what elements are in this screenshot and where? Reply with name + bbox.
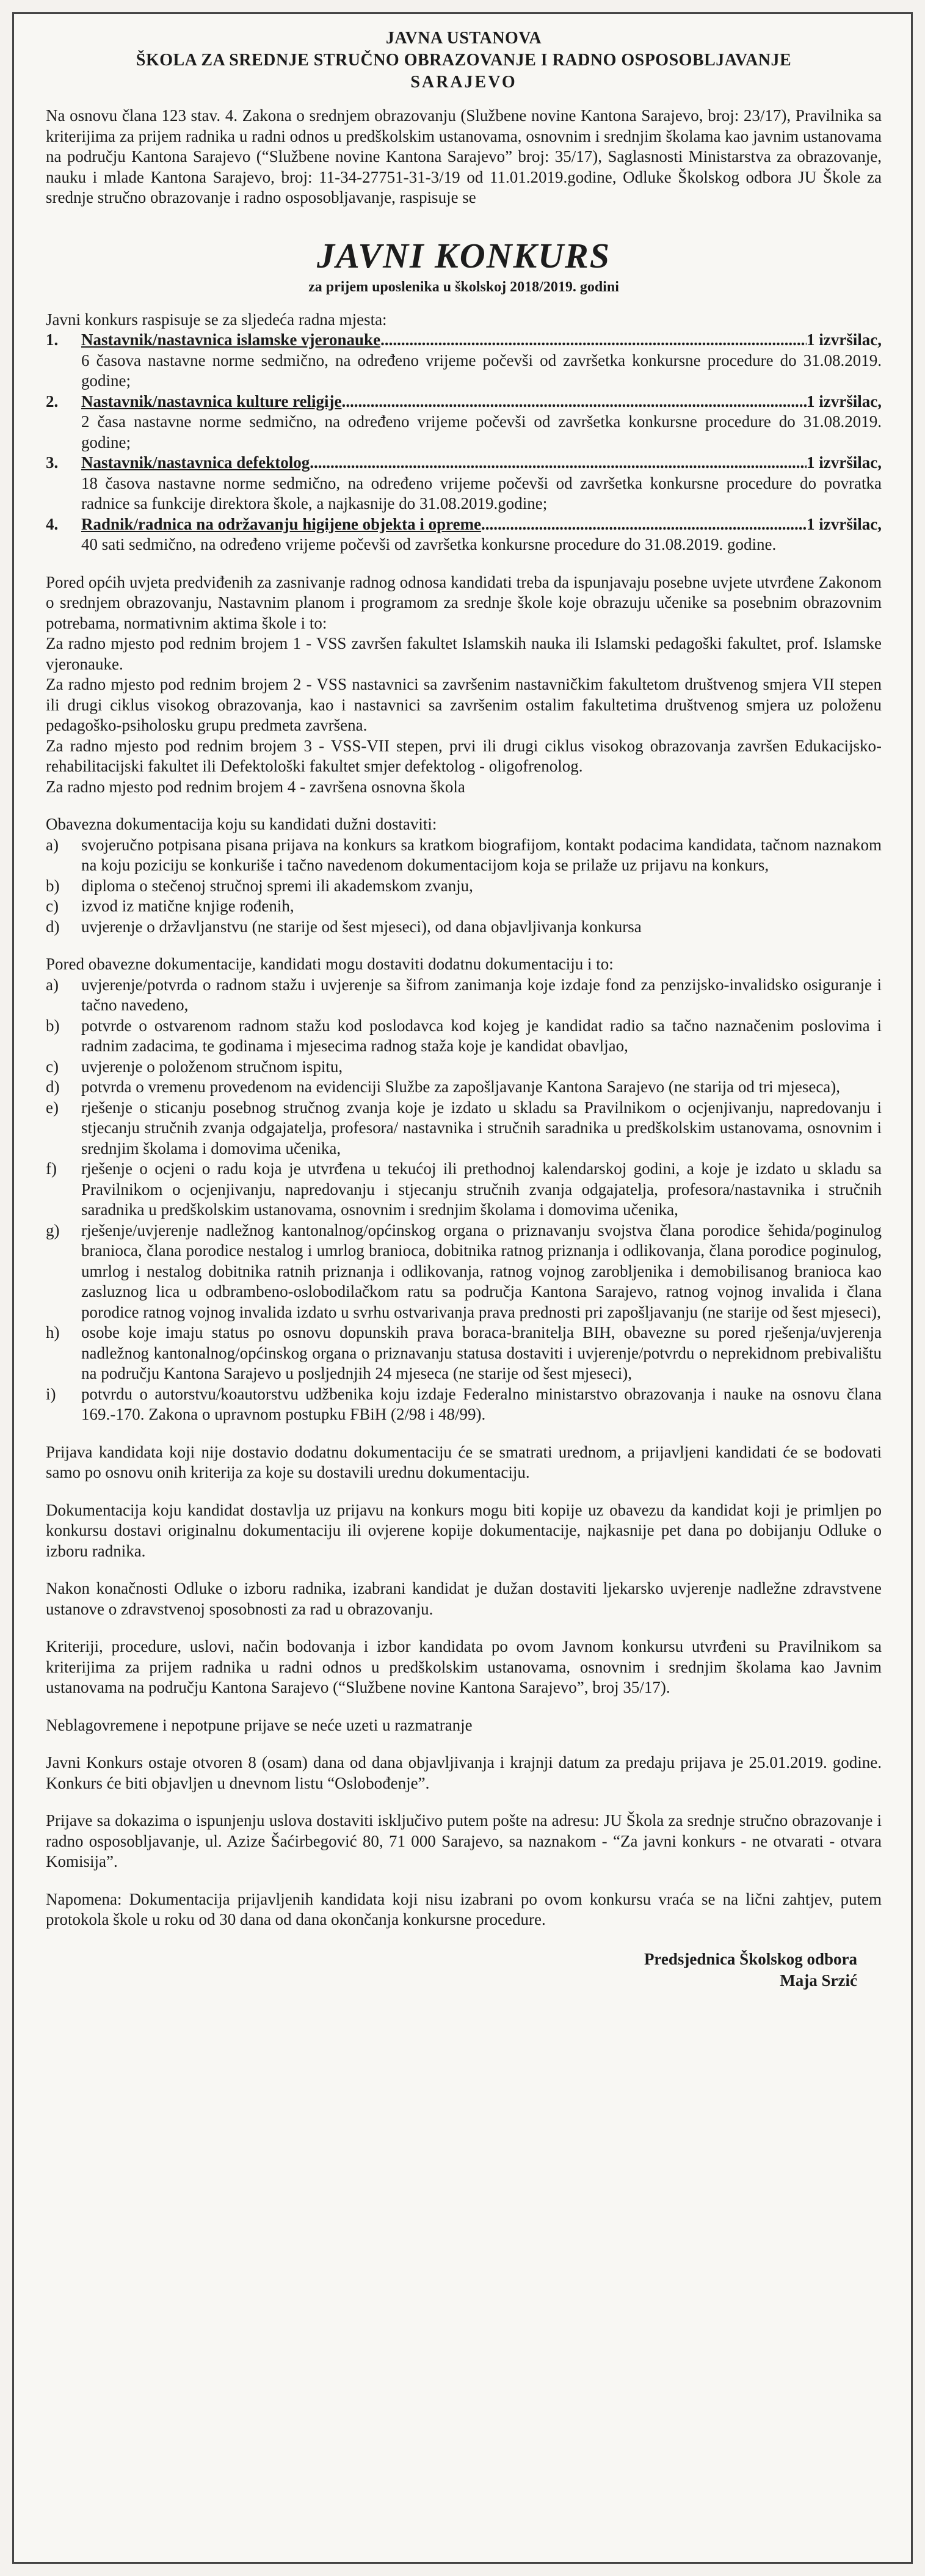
position-count: 1 izvršilac, [807,392,882,410]
list-marker: b) [46,1016,60,1035]
signature-block [46,1949,882,1991]
list-item-text: uvjerenje o državljanstvu (ne starije od šest mjeseci), od dana objavljivanja konkursa [81,917,642,936]
condition-position-2: Za radno mjesto pod rednim brojem 2 - VSS nastavnici sa završenim nastavničkim fakultetom društvenog smjera VII stepen ili drugi ciklus visokog obrazovanja, kao i nastavnici sa završenim ostalim fakultetima društvenog smjera uz položenu pedagoško-psiholosku grupu predmeta završena. [46,675,882,734]
mandatory-doc-item [46,917,882,938]
paragraph-note: Napomena: Dokumentacija prijavljenih kandidata koji nisu izabrani po ovom konkursu vraća se na lični zahtjev, putem protokola škole u roku od 30 dana od dana okončanja konkursne procedure. [46,1889,882,1928]
condition-position-1: Za radno mjesto pod rednim brojem 1 - VSS završen fakultet Islamskih nauka ili Islamski pedagoški fakultet, prof. Islamske vjeronauke. [46,634,882,673]
position-item [46,392,882,453]
additional-docs-intro: Pored obavezne dokumentacije, kandidati mogu dostaviti dodatnu dokumentaciju i to: [46,955,614,973]
additional-doc-item [46,1220,882,1323]
paragraph-additional-docs-scoring: Prijava kandidata koji nije dostavio dodatnu dokumentaciju će se smatrati urednom, a prijavljeni kandidati će se bodovati samo po osnovu onih kriterija za koje su dostavili urednu dokumentaciju. [46,1442,882,1481]
list-item-text: osobe koje imaju status po osnovu dopunskih prava boraca-branitelja BIH, obavezne su pored rješenja/uvjerenja nadležnog kantonalnog/općinskog organa o priznavanju statusa dostaviti i uvjerenje/potvrdu o neprekidnom prebivalištu na području Kantona Sarajevo u posljednjih 24 mjeseca (ne starije od šest mjeseci), [81,1323,882,1382]
list-marker: d) [46,917,60,936]
header-line-2: ŠKOLA ZA SREDNJE STRUČNO OBRAZOVANJE I RADNO OSPOSOBLJAVANJE [136,51,792,70]
additional-doc-item [46,1323,882,1384]
list-item-text: uvjerenje o položenom stručnom ispitu, [81,1057,343,1076]
list-marker: g) [46,1220,60,1239]
signature-name: Maja Srzić [780,1971,857,1990]
dot-leader [342,392,807,412]
list-item-text: izvod iz matične knjige rođenih, [81,897,294,915]
paragraph-address: Prijave sa dokazima o ispunjenju uslova dostaviti isključivo putem pošte na adresu: JU Škola za srednje stručno obrazovanje i radno osposobljavanje, ul. Azize Šaćirbegović 80, 71 000 Sarajevo, sa naznakom - “Za javni konkurs - ne otvarati - otvara Komisija”. [46,1811,882,1870]
position-name: Nastavnik/nastavnica islamske vjeronauke [81,330,381,349]
position-number: 1. [46,330,59,349]
list-item-text: rješenje o ocjeni o radu koja je utvrđena u tekućoj ili prethodnoj kalendarskoj godini, a koje je izdato u skladu sa Pravilnikom o ocjenjivanju, napredovanju i stjecanju stručnih zvanja odgajatelja, profesora/nastavnika i stručnih saradnika u predškolskim ustanovama, osnovnim i srednjim školama i domovima učenika, [81,1159,882,1219]
page-subtitle: za prijem uposlenika u školskoj 2018/2019. godini [308,279,619,295]
position-name: Nastavnik/nastavnica defektolog [81,453,310,472]
signature-role: Predsjednica Školskog odbora [644,1949,857,1968]
additional-docs-section [46,954,882,1425]
mandatory-docs-section [46,814,882,937]
list-item-text: rješenje/uvjerenje nadležnog kantonalnog/općinskog organa o priznavanju svojstva člana porodice šehida/poginulog branioca, člana porodice nestalog i umrlog branioca, dobitnika ratnog priznanja i odlikovanja, člana porodice poginulog, umrlog i nestalog dobitnika ratnih priznanja i odlikovanja, ratnog vojnog zarobljenika i demobilisanog branioca kao zasluznog lica u odbrambeno-oslobodilačkom ratu sa područja Kantona Sarajevo, ratnog vojnog invalida i člana porodice ratnog vojnog invalida izdato u svrhu ostvarivanja prava prednosti pri zapošljavanju (ne starije od šest mjeseci), [81,1220,882,1321]
header-line-1: JAVNA USTANOVA [385,29,542,48]
position-count: 1 izvršilac, [807,330,882,349]
additional-doc-item [46,1016,882,1057]
list-marker: e) [46,1098,59,1117]
condition-position-4: Za radno mjesto pod rednim brojem 4 - završena osnovna škola [46,777,465,796]
intro-paragraph: Na osnovu člana 123 stav. 4. Zakona o srednjem obrazovanju (Službene novine Kantona Sarajevo, broj: 23/17), Pravilnika sa kriterijima za prijem radnika u radni odnos u predškolskim ustanovama, osnovnim i srednjim školama kao javnim ustanovama na području Kantona Sarajevo (“Službene novine Kantona Sarajevo” broj: 35/17), Saglasnosti Ministarstva za obrazovanje, nauku i mlade Kantona Sarajevo, broj: 11-34-27751-31-3/19 od 11.01.2019.godine, Odluke Školskog odbora JU Škole za srednje stručno obrazovanje i radno osposobljavanje, raspisuje se [46,106,882,206]
position-number: 2. [46,392,59,410]
paragraph-incomplete-applications: Neblagovremene i nepotpune prijave se neće uzeti u razmatranje [46,1715,473,1734]
position-description: 2 časa nastavne norme sedmično, na određeno vrijeme počevši od završetka konkursne procedure do 31.08.2019. godine; [81,412,882,451]
position-name: Nastavnik/nastavnica kulture religije [81,392,342,410]
position-count: 1 izvršilac, [807,514,882,533]
header [46,27,882,93]
paragraph-copies: Dokumentacija koju kandidat dostavlja uz prijavu na konkurs mogu biti kopije uz obavezu da kandidat koji je primljen po konkursu dostavi originalnu dokumentaciju ili ovjerene kopije dokumentacije, najkasnije pet dana po dobijanju Odluke o izboru radnika. [46,1500,882,1560]
paragraph-medical-certificate: Nakon konačnosti Odluke o izboru radnika, izabrani kandidat je dužan dostaviti ljekarsko uvjerenje nadležne zdravstvene ustanove o zdravstvenoj sposobnosti za rad u obrazovanju. [46,1579,882,1618]
position-count: 1 izvršilac, [807,453,882,472]
list-item-text: rješenje o sticanju posebnog stručnog zvanja koje je izdato u skladu sa Pravilnikom o ocjenjivanju, napredovanju i stjecanju stručnih zvanja odgajatelja, profesora/ nastavnika i stručnih saradnika u predškolskim ustanovama, osnovnim i srednjim školama i domovima učenika, [81,1098,882,1158]
additional-doc-item [46,1384,882,1425]
position-item [46,453,882,514]
conditions-intro: Pored općih uvjeta predviđenih za zasnivanje radnog odnosa kandidati treba da ispunjavaju posebne uvjete utvrđene Zakonom o srednjem obrazovanju, Nastavnim planom i programom za srednje škole koje obrazuju učenike sa posebnim obrazovnim potrebama, normativnim aktima škole i to: [46,572,882,632]
list-marker: c) [46,897,59,915]
additional-doc-item [46,1077,882,1098]
list-marker: h) [46,1323,60,1341]
position-description: 6 časova nastavne norme sedmično, na određeno vrijeme počevši od završetka konkursne procedure do 31.08.2019. godine; [81,351,882,390]
position-description: 18 časova nastavne norme sedmično, na određeno vrijeme počevši od završetka konkursne procedure do povratka radnice sa funkcije direktora škole, a najkasnije do 31.08.2019.godine; [81,473,882,513]
additional-doc-item [46,975,882,1016]
list-marker: b) [46,876,60,895]
dot-leader [481,514,807,535]
position-item [46,330,882,392]
page-title: JAVNI KONKURS [317,235,611,275]
list-item-text: potvrda o vremenu provedenom na evidenciji Službe za zapošljavanje Kantona Sarajevo (ne starija od tri mjeseca), [81,1078,841,1096]
list-marker: c) [46,1057,59,1076]
additional-doc-item [46,1057,882,1078]
position-number: 4. [46,514,59,533]
mandatory-doc-item [46,835,882,876]
mandatory-doc-item [46,896,882,917]
list-item-text: diploma o stečenoj stručnoj spremi ili akademskom zvanju, [81,876,473,895]
position-name: Radnik/radnica na održavanju higijene objekta i opreme [81,514,482,533]
dot-leader [380,330,807,351]
list-item-text: potvrdu o autorstvu/koautorstvu udžbenika koju izdaje Federalno ministarstvo obrazovanja i nauke na osnovu člana 169.-170. Zakona o upravnom postupku FBiH (2/98 i 48/99). [81,1384,882,1423]
mandatory-docs-intro: Obavezna dokumentacija koju su kandidati dužni dostaviti: [46,815,437,833]
list-marker: a) [46,835,59,854]
condition-position-3: Za radno mjesto pod rednim brojem 3 - VSS-VII stepen, prvi ili drugi ciklus visokog obrazovanja završen Edukacijsko-rehabilitacijski fakultet ili Defektološki fakultet smjer defektolog - oligofrenolog. [46,736,882,775]
additional-doc-item [46,1098,882,1159]
mandatory-doc-item [46,876,882,897]
list-item-text: potvrde o ostvarenom radnom stažu kod poslodavca kod kojeg je kandidat radio sa tačno naznačenim poslovima i radnim zadacima, te godinama i mjesecima radnog staža koje je kandidat obavljao, [81,1016,882,1055]
list-marker: a) [46,975,59,994]
paragraph-criteria: Kriteriji, procedure, uslovi, način bodovanja i izbor kandidata po ovom Javnom konkursu utvrđeni su Pravilnikom sa kriterijima za prijem radnika u radni odnos u predškolskim ustanovama, osnovnim i srednjim školama kao Javnim ustanovama na području Kantona Sarajevo (“Službene novine Kantona Sarajevo”, broj 35/17). [46,1637,882,1696]
paragraph-deadline: Javni Konkurs ostaje otvoren 8 (osam) dana od dana objavljivanja i krajnji datum za predaju prijava je 25.01.2019. godine. Konkurs će biti objavljen u dnevnom listu “Oslobođenje”. [46,1753,882,1792]
additional-doc-item [46,1159,882,1220]
position-number: 3. [46,453,59,472]
position-description: 40 sati sedmično, na određeno vrijeme počevši od završetka konkursne procedure do 31.08.2019. godine. [81,535,777,553]
list-item-text: svojeručno potpisana pisana prijava na konkurs sa kratkom biografijom, kontakt podacima kandidata, tačnom naznakom na koju poziciju se konkuriše i tačno navedenom dokumentacijom koja se prilaže uz prijavu na konkurs, [81,835,882,874]
notice-frame [12,12,913,2564]
list-marker: i) [46,1384,56,1403]
dot-leader [310,453,807,473]
position-item [46,514,882,555]
list-marker: f) [46,1159,57,1178]
conditions-section [46,572,882,798]
list-marker: d) [46,1078,60,1096]
positions-list [46,330,882,555]
header-line-3: SARAJEVO [410,73,517,92]
positions-intro: Javni konkurs raspisuje se za sljedeća radna mjesta: [46,310,387,329]
list-item-text: uvjerenje/potvrda o radnom stažu i uvjerenje sa šifrom zanimanja koje izdaje fond za penzijsko-invalidsko osiguranje i tačno navedeno, [81,975,882,1014]
